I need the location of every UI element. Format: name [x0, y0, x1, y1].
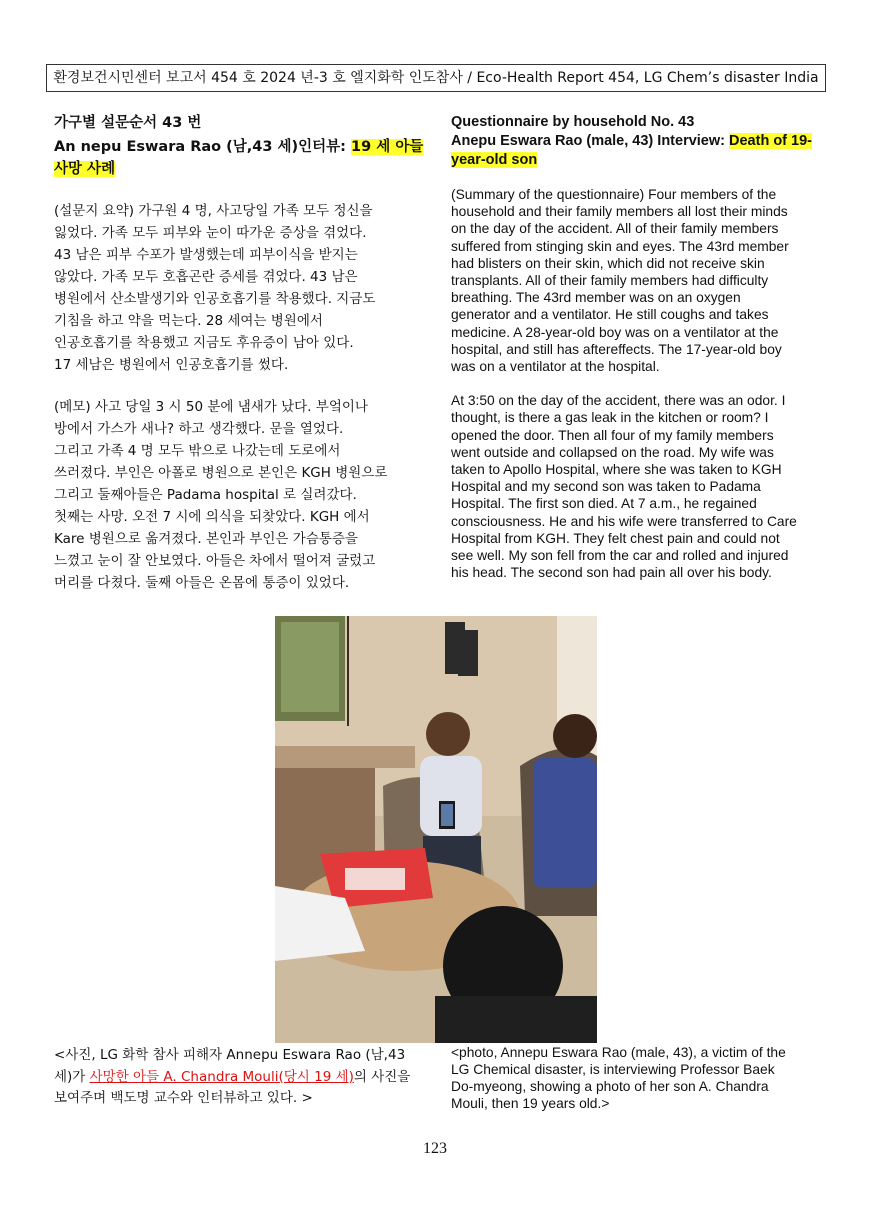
english-summary-line: on the day of the accident. All of their family members: [451, 221, 779, 237]
english-memo-line: Hospital. The first son died. At 7 a.m., he regained: [451, 496, 757, 512]
english-memo-line: Hospital and my second son was taken to Padama: [451, 479, 761, 495]
korean-memo-line: 머리를 다쳤다. 둘째 아들은 온몸에 통증이 있었다.: [54, 575, 350, 591]
korean-memo-line: 그리고 둘째아들은 Padama hospital 로 실려갔다.: [54, 487, 357, 503]
interview-photo: [275, 616, 597, 1043]
korean-summary-line: 잃었다. 가족 모두 피부와 눈이 따가운 증상을 겪었다.: [54, 225, 367, 241]
korean-summary-line: 병원에서 산소발생기와 인공호흡기를 착용했다. 지금도: [54, 291, 376, 307]
english-summary-line: breathing. The 43rd member was on an oxygen: [451, 290, 741, 306]
korean-memo-line: 쓰러졌다. 부인은 아폴로 병원으로 본인은 KGH 병원으로: [54, 465, 388, 481]
korean-photo-caption: [54, 1045, 414, 1110]
korean-subtitle-highlight: 19 세 아들 사망 사례: [54, 139, 424, 177]
korean-summary-line: (설문지 요약) 가구원 4 명, 사고당일 가족 모두 정신을: [54, 203, 373, 219]
interview-photo-illustration: [275, 616, 597, 1043]
korean-memo-line: 방에서 가스가 새나? 하고 생각했다. 문을 열었다.: [54, 421, 344, 437]
korean-summary-line: 43 남은 피부 수포가 발생했는데 피부이식을 받지는: [54, 247, 358, 263]
english-subtitle-plain: Anepu Eswara Rao (male, 43) Interview:: [451, 133, 730, 149]
english-memo-line: consciousness. He and his wife were transferred to Care: [451, 513, 797, 529]
korean-memo-line: 느꼈고 눈이 잘 안보였다. 아들은 차에서 떨어져 굴렀고: [54, 553, 376, 569]
english-summary-line: (Summary of the questionnaire) Four members of the: [451, 187, 777, 202]
english-summary-line: generator and a ventilator. He still coughs and takes: [451, 307, 769, 323]
english-memo-line: went outside and collapsed on the road. My wife was: [451, 444, 774, 460]
korean-memo-line: Kare 병원으로 옮겨졌다. 본인과 부인은 가슴통증을: [54, 531, 358, 547]
korean-summary-line: 않았다. 가족 모두 호흡곤란 증세를 겪었다. 43 남은: [54, 269, 358, 285]
english-title: Questionnaire by household No. 43: [451, 114, 695, 130]
english-memo-line: At 3:50 on the day of the accident, there was an odor. I: [451, 393, 786, 409]
english-caption-line: Mouli, then 19 years old.>: [451, 1096, 610, 1111]
english-memo-line: his head. The second son had pain all over his body.: [451, 565, 772, 581]
page-number: 123: [423, 1140, 447, 1157]
english-summary-line: household and their family members all lost their minds: [451, 204, 788, 220]
english-summary-line: suffered from stinging skin and eyes. The 43rd member: [451, 238, 789, 254]
korean-caption-part2: 의 사진을 보여주며 백도명 교수와 인터뷰하고 있다. >: [54, 1068, 411, 1106]
korean-summary-line: 17 세남은 병원에서 인공호흡기를 썼다.: [54, 357, 289, 373]
korean-memo-line: 그리고 가족 4 명 모두 밖으로 나갔는데 도로에서: [54, 443, 341, 459]
english-memo-line: opened the door. Then all four of my family members: [451, 427, 774, 443]
korean-subtitle-plain: An nepu Eswara Rao (남,43 세)인터뷰:: [54, 139, 352, 155]
english-memo: [451, 392, 826, 581]
korean-memo-line: (메모) 사고 당일 3 시 50 분에 냄새가 났다. 부엌이나: [54, 399, 368, 415]
english-subtitle: [451, 132, 826, 170]
korean-summary-line: 기침을 하고 약을 먹는다. 28 세여는 병원에서: [54, 313, 323, 329]
korean-summary-line: 인공호흡기를 착용했고 지금도 후유증이 남아 있다.: [54, 335, 354, 351]
korean-summary: [54, 200, 424, 376]
english-summary-line: had blisters on their skin, which did not receive skin: [451, 255, 765, 271]
korean-memo: [54, 396, 424, 594]
report-header: [46, 64, 826, 92]
english-caption-line: <photo, Annepu Eswara Rao (male, 43), a victim of the: [451, 1045, 786, 1060]
english-summary-line: was on a ventilator at the hospital.: [451, 359, 660, 375]
korean-caption-part1: <사진, LG 화학 참사 피해자 Annepu Eswara Rao (남,43 세)가: [54, 1047, 406, 1085]
english-memo-line: taken to Apollo Hospital, where she was taken to KGH: [451, 462, 782, 478]
korean-column: [54, 113, 424, 594]
header-text: 환경보건시민센터 보고서 454 호 2024 년-3 호 엘지화학 인도참사 / Eco-Health Report 454, LG Chem’s disaster India: [53, 70, 819, 86]
english-memo-line: thought, is there a gas leak in the kitchen or room? I: [451, 410, 769, 426]
english-memo-line: Hospital from KGH. They felt chest pain and could not: [451, 530, 780, 546]
english-summary: [451, 186, 826, 375]
english-subtitle-highlight: Death of 19-year-old son: [451, 133, 813, 168]
english-summary-line: hospital, and still has aftereffects. The 17-year-old boy: [451, 341, 782, 357]
english-caption-line: Do-myeong, showing a photo of her son A. Chandra: [451, 1079, 769, 1094]
english-column: [451, 113, 826, 581]
korean-title: 가구별 설문순서 43 번: [54, 115, 202, 131]
korean-memo-line: 첫째는 사망. 오전 7 시에 의식을 되찾았다. KGH 에서: [54, 509, 370, 525]
korean-caption-red: 사망한 아들 A. Chandra Mouli(당시 19 세): [89, 1068, 354, 1085]
english-summary-line: transplants. All of their family members had difficulty: [451, 273, 769, 289]
english-photo-caption: [451, 1044, 826, 1112]
english-summary-line: medicine. A 28-year-old boy was on a ventilator at the: [451, 324, 779, 340]
english-memo-line: see well. My son fell from the car and rolled and injured: [451, 548, 789, 564]
english-caption-line: LG Chemical disaster, is interviewing Professor Baek: [451, 1062, 775, 1077]
korean-subtitle: [54, 136, 424, 180]
